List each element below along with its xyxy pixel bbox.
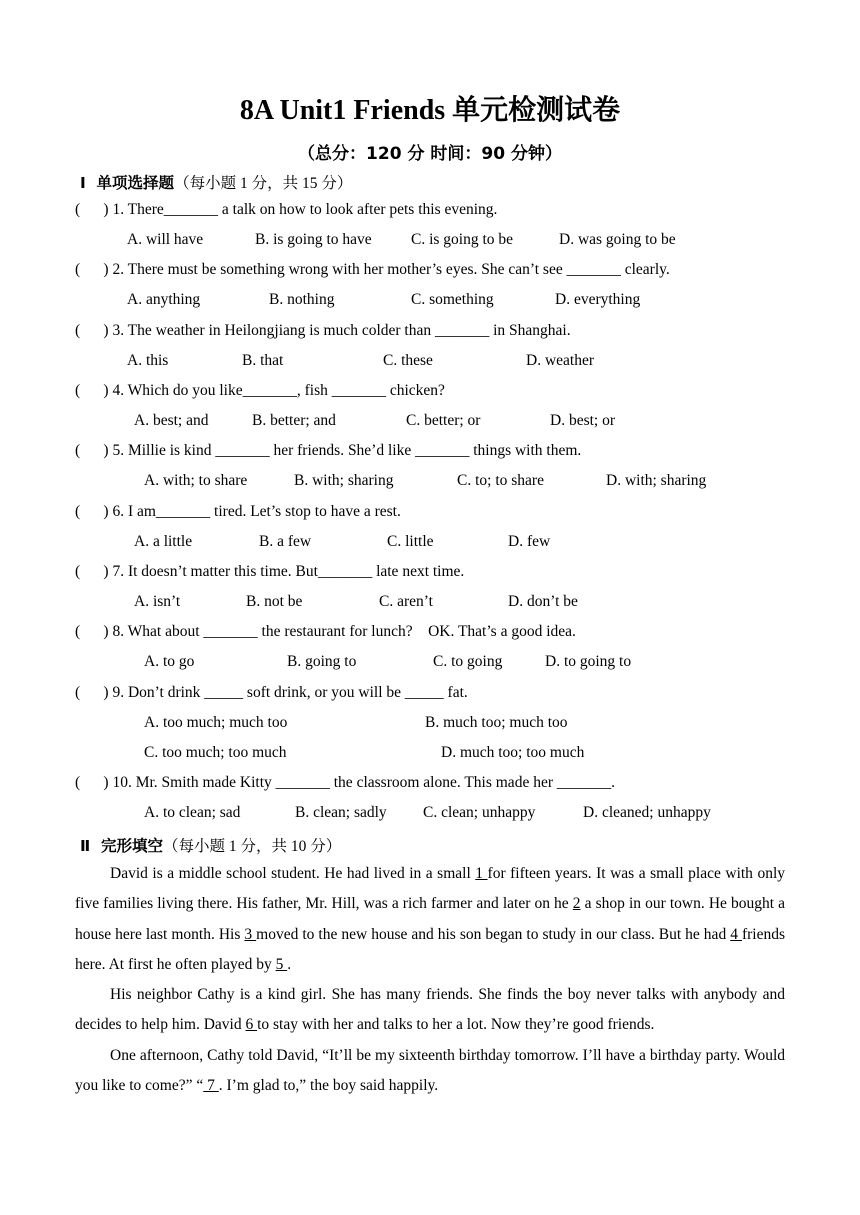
- page-title: 8A Unit1 Friends 单元检测试卷: [239, 95, 621, 126]
- q6-option-c: C. little: [387, 533, 434, 550]
- q2-option-b: B. nothing: [269, 291, 335, 308]
- section-2-heading: [80, 834, 341, 856]
- q2-option-c: C. something: [411, 291, 494, 308]
- q2-option-d: D. everything: [555, 291, 641, 308]
- exam-info: （总分：120 分 时间：90 分钟）: [298, 144, 562, 164]
- cloze-paragraph-3: [75, 1041, 785, 1102]
- section-1-note: （每小题 1 分，共 15 分）: [174, 175, 353, 192]
- blank-2: 2: [572, 895, 581, 913]
- question-2: ( ) 2. There must be something wrong with her mother’s eyes. She can’t see _______ clearly.: [75, 261, 670, 278]
- q7-option-c: C. aren’t: [379, 593, 433, 610]
- passage-text: for fifteen years. It was a small place with only five families living there. His father, Mr. Hill, was a rich farmer and later on he: [75, 865, 785, 913]
- cloze-paragraph-2: [75, 980, 785, 1041]
- q8-option-b: B. going to: [287, 653, 357, 670]
- blank-4: 4: [730, 925, 742, 943]
- passage-text: .: [287, 955, 292, 973]
- blank-7: 7: [203, 1077, 219, 1095]
- q7-option-d: D. don’t be: [508, 593, 578, 610]
- q10-option-c: C. clean; unhappy: [423, 804, 536, 821]
- cloze-paragraph-1: [75, 859, 785, 980]
- cloze-passage: [75, 859, 785, 1101]
- q8-option-c: C. to going: [433, 653, 503, 670]
- q10-option-d: D. cleaned; unhappy: [583, 804, 711, 821]
- q8-option-a: A. to go: [144, 653, 195, 670]
- section-1-title: Ⅰ 单项选择题: [80, 174, 175, 192]
- question-3: ( ) 3. The weather in Heilongjiang is much colder than _______ in Shanghai.: [75, 322, 571, 339]
- q1-option-a: A. will have: [127, 231, 204, 248]
- question-7: ( ) 7. It doesn’t matter this time. But_______ late next time.: [75, 563, 465, 580]
- passage-text: . I’m glad to,” the boy said happily.: [218, 1077, 439, 1095]
- q5-option-b: B. with; sharing: [294, 472, 394, 489]
- blank-3: 3: [244, 925, 257, 943]
- q5-option-a: A. with; to share: [144, 472, 248, 489]
- passage-text: His neighbor Cathy is a kind girl. She has many friends. She finds the boy never talks with anybody and decides to help him. David: [75, 986, 785, 1034]
- section-2-note: （每小题 1 分，共 10 分）: [163, 838, 342, 855]
- q7-option-b: B. not be: [246, 593, 303, 610]
- q4-option-b: B. better; and: [252, 412, 336, 429]
- q5-option-d: D. with; sharing: [606, 472, 707, 489]
- question-9: ( ) 9. Don’t drink _____ soft drink, or you will be _____ fat.: [75, 684, 468, 701]
- blank-5: 5: [275, 955, 288, 973]
- passage-text: a shop in our town. He bought a house here last month. His: [75, 895, 786, 943]
- passage-text: moved to the new house and his son began to study in our class. But he had: [256, 925, 731, 943]
- q8-option-d: D. to going to: [545, 653, 632, 670]
- q7-option-a: A. isn’t: [134, 593, 181, 610]
- q6-option-d: D. few: [508, 533, 551, 550]
- q6-option-b: B. a few: [259, 533, 312, 550]
- q3-option-d: D. weather: [526, 352, 594, 369]
- passage-text: to stay with her and talks to her a lot. Now they’re good friends.: [257, 1016, 655, 1034]
- q2-option-a: A. anything: [127, 291, 201, 308]
- section-2-title: Ⅱ 完形填空: [80, 837, 164, 855]
- q4-option-a: A. best; and: [134, 412, 209, 429]
- q10-option-a: A. to clean; sad: [144, 804, 241, 821]
- q6-option-a: A. a little: [134, 533, 193, 550]
- q9-option-b: B. much too; much too: [425, 714, 568, 731]
- q9-option-d: D. much too; too much: [441, 744, 585, 761]
- passage-text: friends here. At first he often played by: [75, 925, 786, 973]
- q3-option-a: A. this: [127, 352, 169, 369]
- q1-option-c: C. is going to be: [411, 231, 514, 248]
- q4-option-c: C. better; or: [406, 412, 481, 429]
- q9-option-c: C. too much; too much: [144, 744, 287, 761]
- q1-option-d: D. was going to be: [559, 231, 676, 248]
- q10-option-b: B. clean; sadly: [295, 804, 387, 821]
- question-5: ( ) 5. Millie is kind _______ her friends. She’d like _______ things with them.: [75, 442, 582, 459]
- passage-text: One afternoon, Cathy told David, “It’ll be my sixteenth birthday tomorrow. I’ll have a birthday party. Would you like to come?” “: [75, 1046, 785, 1095]
- q5-option-c: C. to; to share: [457, 472, 544, 489]
- blank-6: 6: [245, 1016, 258, 1034]
- question-4: ( ) 4. Which do you like_______, fish _______ chicken?: [75, 382, 445, 399]
- question-6: ( ) 6. I am_______ tired. Let’s stop to have a rest.: [75, 503, 401, 520]
- question-10: ( ) 10. Mr. Smith made Kitty _______ the classroom alone. This made her _______.: [75, 774, 615, 791]
- question-8: ( ) 8. What about _______ the restaurant for lunch? OK. That’s a good idea.: [75, 623, 576, 640]
- question-1: ( ) 1. There_______ a talk on how to look after pets this evening.: [75, 201, 498, 218]
- passage-text: David is a middle school student. He had lived in a small: [110, 865, 476, 882]
- q4-option-d: D. best; or: [550, 412, 616, 429]
- q3-option-b: B. that: [242, 352, 284, 369]
- q1-option-b: B. is going to have: [255, 231, 372, 248]
- q3-option-c: C. these: [383, 352, 433, 369]
- q9-option-a: A. too much; much too: [144, 714, 288, 731]
- blank-1: 1: [475, 865, 488, 882]
- section-1-heading: [80, 171, 352, 193]
